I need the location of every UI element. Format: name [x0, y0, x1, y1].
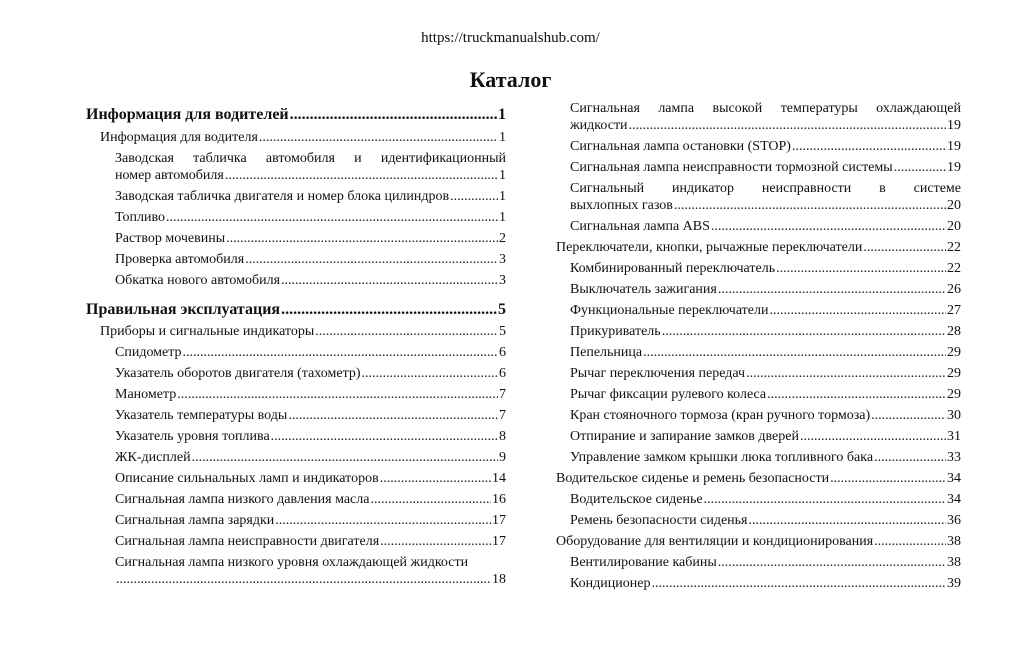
toc-entry[interactable]: Сигнальная лампа ABS ..... 20	[556, 218, 961, 235]
toc-entry[interactable]: Выключатель зажигания ..... 26	[556, 281, 961, 298]
toc-entry[interactable]: Ремень безопасности сиденья ..... 36	[556, 512, 961, 529]
toc-entry[interactable]: Топливо ..... 1	[86, 209, 506, 226]
toc-section[interactable]: Информация для водителей ..... 1	[86, 106, 506, 123]
toc-subsection[interactable]: Информация для водителя ..... 1	[86, 129, 506, 146]
page-url: https://truckmanualshub.com/	[421, 30, 600, 46]
toc-entry[interactable]: Описание сильнальных ламп и индикаторов ..... 14	[86, 470, 506, 487]
toc-subsection[interactable]: Приборы и сигнальные индикаторы ..... 5	[86, 323, 506, 340]
toc-subsection[interactable]: Водительское сиденье и ремень безопасности ..... 34	[556, 470, 961, 487]
toc-entry[interactable]: Сигнальный индикатор неисправности в системе выхлопных газов ..... 20	[556, 180, 961, 214]
toc-right-column	[556, 100, 961, 592]
toc-entry[interactable]: Сигнальная лампа высокой температуры охлаждающей жидкости ..... 19	[556, 100, 961, 134]
toc-entry[interactable]: Указатель оборотов двигателя (тахометр) ..... 6	[86, 365, 506, 382]
toc-entry[interactable]: ЖК-дисплей ..... 9	[86, 449, 506, 466]
toc-entry[interactable]: Кондиционер ..... 39	[556, 575, 961, 592]
toc-entry[interactable]: Сигнальная лампа неисправности двигателя ..... 17	[86, 533, 506, 550]
toc-subsection[interactable]: Переключатели, кнопки, рычажные переключатели ..... 22	[556, 239, 961, 256]
toc-entry[interactable]: Указатель температуры воды ..... 7	[86, 407, 506, 424]
toc-entry[interactable]: Сигнальная лампа остановки (STOP) ..... 19	[556, 138, 961, 155]
toc-entry[interactable]: Рычаг переключения передач ..... 29	[556, 365, 961, 382]
toc-entry[interactable]: Отпирание и запирание замков дверей ..... 31	[556, 428, 961, 445]
toc-entry[interactable]: Заводская табличка двигателя и номер блока цилиндров ..... 1	[86, 188, 506, 205]
toc-entry[interactable]: Сигнальная лампа зарядки ..... 17	[86, 512, 506, 529]
toc-entry[interactable]: Спидометр ..... 6	[86, 344, 506, 361]
toc-entry[interactable]: Рычаг фиксации рулевого колеса ..... 29	[556, 386, 961, 403]
toc-entry[interactable]: Прикуриватель ..... 28	[556, 323, 961, 340]
toc-entry[interactable]: Обкатка нового автомобиля ..... 3	[86, 272, 506, 289]
toc-entry[interactable]: Сигнальная лампа низкого давления масла ..... 16	[86, 491, 506, 508]
toc-entry[interactable]: Проверка автомобиля ..... 3	[86, 251, 506, 268]
toc-entry[interactable]: Водительское сиденье ..... 34	[556, 491, 961, 508]
toc-entry[interactable]: Заводская табличка автомобиля и идентификационный номер автомобиля ..... 1	[86, 150, 506, 184]
toc-entry[interactable]: Пепельница ..... 29	[556, 344, 961, 361]
toc-entry[interactable]: Сигнальная лампа низкого уровня охлаждающей жидкости ..... 18	[86, 554, 506, 588]
toc-left-column	[86, 100, 506, 588]
toc-entry[interactable]: Манометр ..... 7	[86, 386, 506, 403]
toc-entry[interactable]: Указатель уровня топлива ..... 8	[86, 428, 506, 445]
toc-entry[interactable]: Управление замком крышки люка топливного бака ..... 33	[556, 449, 961, 466]
toc-entry[interactable]: Комбинированный переключатель ..... 22	[556, 260, 961, 277]
toc-entry[interactable]: Раствор мочевины ..... 2	[86, 230, 506, 247]
toc-entry[interactable]: Вентилирование кабины ..... 38	[556, 554, 961, 571]
toc-entry[interactable]: Функциональные переключатели ..... 27	[556, 302, 961, 319]
toc-section[interactable]: Правильная эксплуатация ..... 5	[86, 301, 506, 318]
page-title: Каталог	[469, 67, 552, 92]
toc-subsection[interactable]: Оборудование для вентиляции и кондиционирования ..... 38	[556, 533, 961, 550]
toc-entry[interactable]: Кран стояночного тормоза (кран ручного тормоза) ..... 30	[556, 407, 961, 424]
toc-entry[interactable]: Сигнальная лампа неисправности тормозной системы ..... 19	[556, 159, 961, 176]
